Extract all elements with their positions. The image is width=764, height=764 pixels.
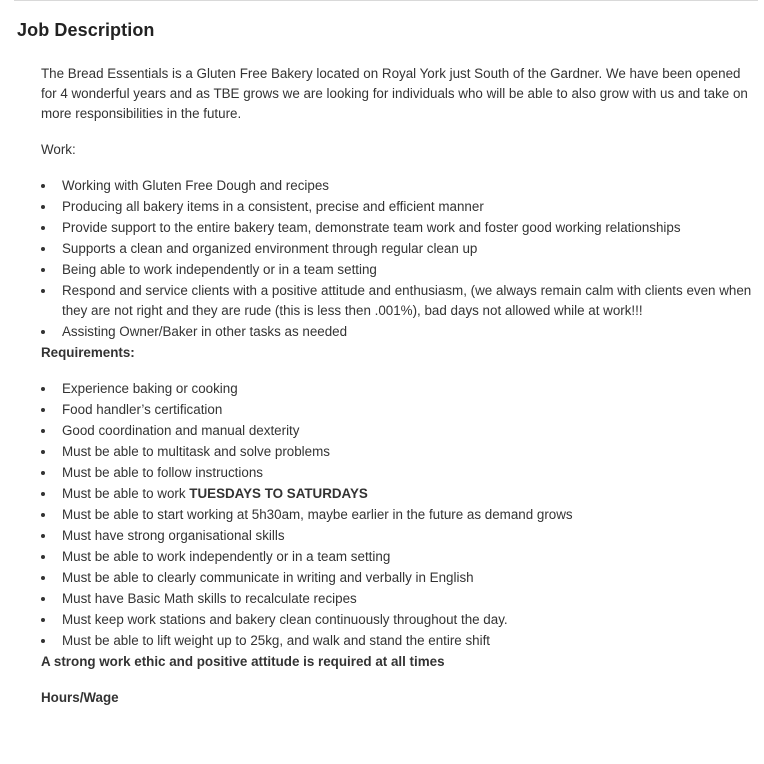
list-item: Must be able to work independently or in a team setting [41,547,759,567]
list-item: Must keep work stations and bakery clean continuously throughout the day. [41,610,759,630]
work-days-prefix: Must be able to work [62,486,190,501]
list-item: Provide support to the entire bakery team, demonstrate team work and foster good working relationships [41,218,759,238]
list-item: Must be able to start working at 5h30am, maybe earlier in the future as demand grows [41,505,759,525]
hours-wage-heading: Hours/Wage [41,690,119,705]
list-item: Must be able to multitask and solve problems [41,442,759,462]
list-item: Assisting Owner/Baker in other tasks as needed [41,322,759,342]
job-description-title: Job Description [17,20,155,40]
job-description-body [41,64,759,708]
list-item: Being able to work independently or in a team setting [41,260,759,280]
requirements-heading: Requirements: [41,345,135,360]
work-days-emphasis: TUESDAYS TO SATURDAYS [189,486,368,501]
work-list [41,176,759,342]
list-item: Must have strong organisational skills [41,526,759,546]
list-item: Must be able to lift weight up to 25kg, and walk and stand the entire shift [41,631,759,651]
requirements-list [41,379,759,651]
top-divider [14,0,758,1]
list-item: Must be able to follow instructions [41,463,759,483]
list-item: Must have Basic Math skills to recalculate recipes [41,589,759,609]
list-item: Food handler’s certification [41,400,759,420]
list-item-work-days [41,484,759,504]
list-item: Supports a clean and organized environment through regular clean up [41,239,759,259]
list-item: Producing all bakery items in a consistent, precise and efficient manner [41,197,759,217]
list-item: Must be able to clearly communicate in writing and verbally in English [41,568,759,588]
list-item: Good coordination and manual dexterity [41,421,759,441]
work-ethic-statement: A strong work ethic and positive attitude is required at all times [41,654,445,669]
work-heading: Work: [41,142,76,157]
list-item: Experience baking or cooking [41,379,759,399]
list-item: Working with Gluten Free Dough and recipes [41,176,759,196]
list-item: Respond and service clients with a positive attitude and enthusiasm, (we always remain calm with clients even when they are not right and they are rude (this is less then .001%), bad days not allowed while at work!!! [41,281,759,321]
intro-paragraph: The Bread Essentials is a Gluten Free Bakery located on Royal York just South of the Gardner. We have been opened for 4 wonderful years and as TBE grows we are looking for individuals who will be able to also grow with us and take on more responsibilities in the future. [41,66,748,121]
